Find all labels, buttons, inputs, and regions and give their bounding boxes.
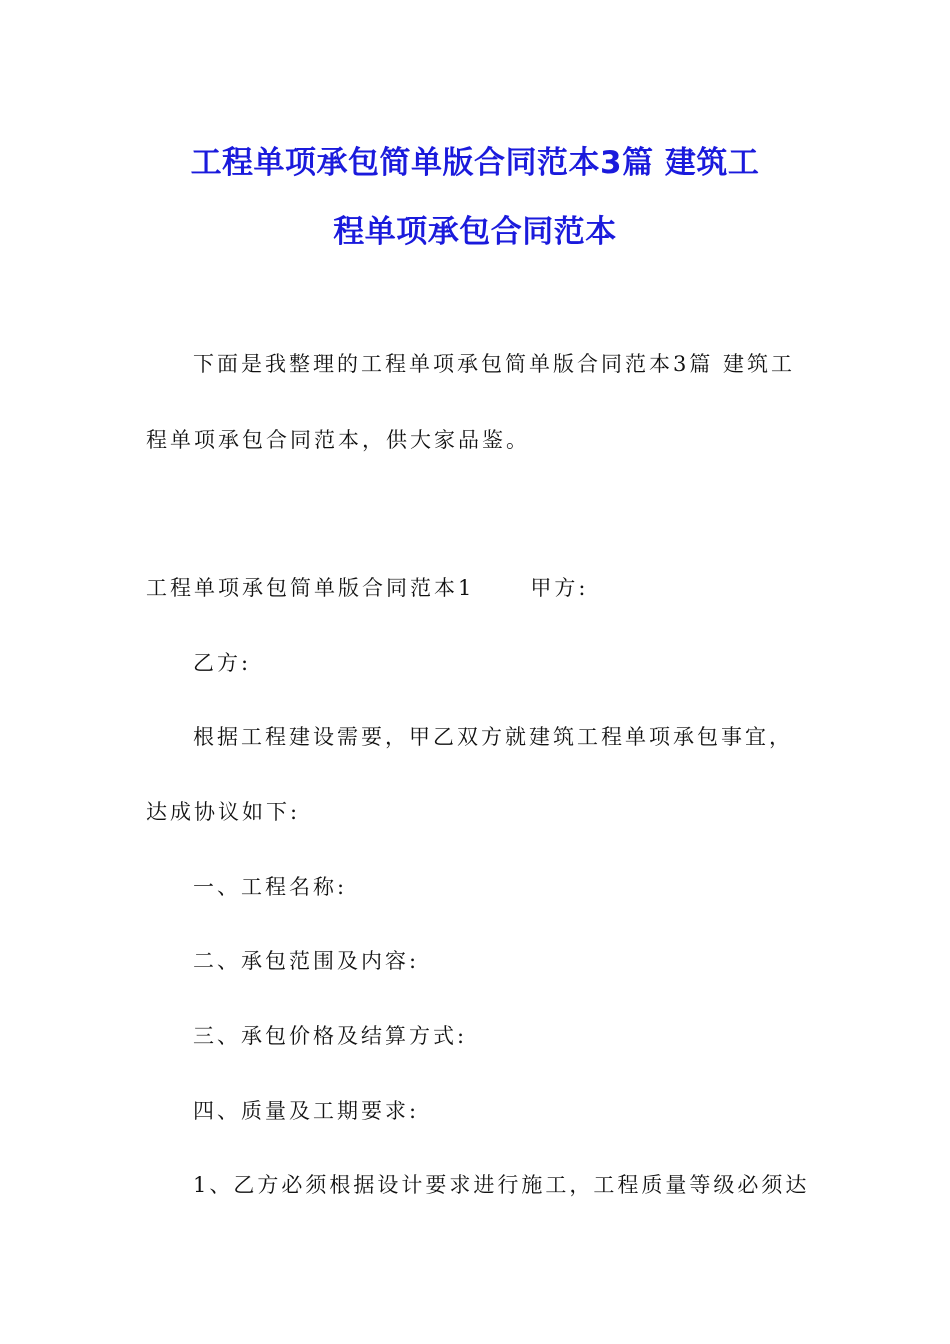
list-item-scope: 二、承包范围及内容: [193, 949, 420, 973]
list-item-quality: 四、质量及工期要求: [193, 1099, 420, 1123]
intro-line-1: 下面是我整理的工程单项承包简单版合同范本3篇 建筑工 [193, 352, 796, 376]
document-title-line-1: 工程单项承包简单版合同范本3篇 建筑工 [190, 145, 760, 181]
paragraph-1-line-1: 根据工程建设需要，甲乙双方就建筑工程单项承包事宜， [193, 725, 793, 749]
party-a-label: 甲方: [530, 576, 589, 600]
list-item-project-name: 一、工程名称: [193, 875, 348, 899]
list-subitem-1: 1、乙方必须根据设计要求进行施工，工程质量等级必须达 [193, 1173, 810, 1197]
section-heading-row [146, 572, 588, 602]
intro-line-2: 程单项承包合同范本，供大家品鉴。 [146, 428, 530, 452]
list-item-price: 三、承包价格及结算方式: [193, 1024, 468, 1048]
section-heading: 工程单项承包简单版合同范本1 [146, 576, 475, 600]
paragraph-1-line-2: 达成协议如下: [146, 800, 301, 824]
document-title-line-2: 程单项承包合同范本 [333, 214, 617, 250]
party-b-label: 乙方: [193, 651, 252, 675]
